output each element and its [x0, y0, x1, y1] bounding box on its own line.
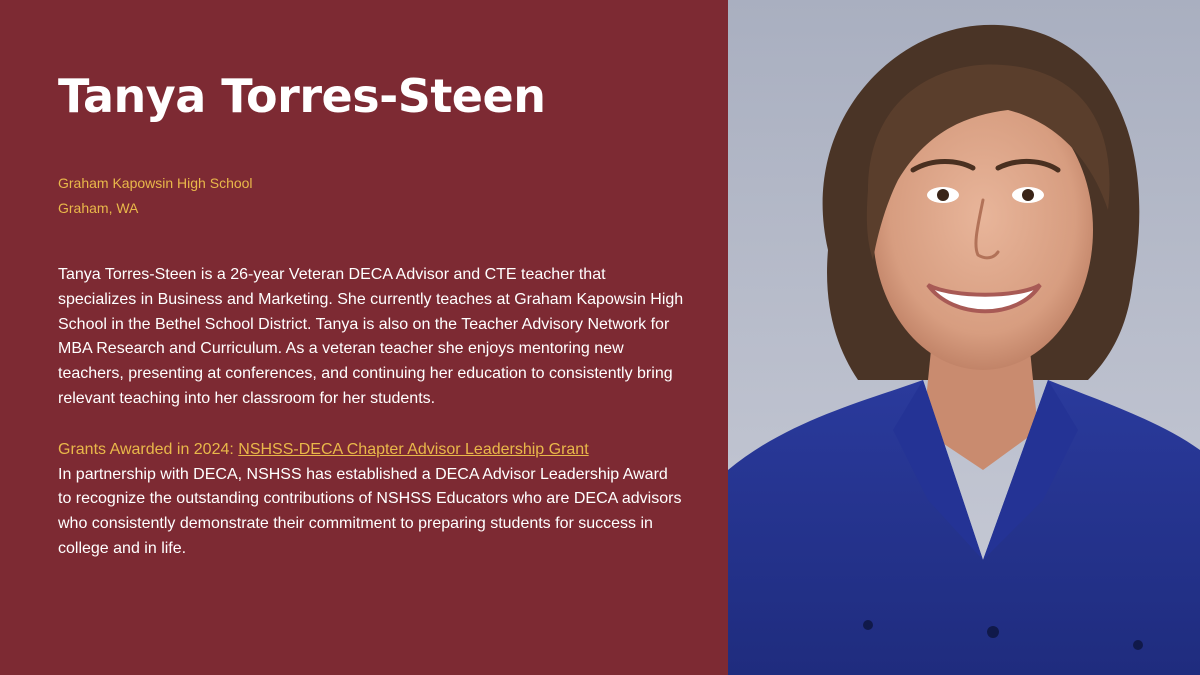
- profile-bio: Tanya Torres-Steen is a 26-year Veteran DECA Advisor and CTE teacher that specializes in Business and Marketing. She currently teaches at Graham Kapowsin High School in the Bethel School District. Tanya is also on the Teacher Advisory Network for MBA Research and Curriculum. As a veteran teacher she enjoys mentoring new teachers, presenting at conferences, and continuing her education to consistently bring relevant teaching into her classroom for her students.: [58, 266, 684, 407]
- grant-link[interactable]: NSHSS-DECA Chapter Advisor Leadership Grant: [238, 440, 589, 458]
- grant-heading: [58, 438, 684, 463]
- profile-name: Tanya Torres-Steen: [58, 69, 546, 123]
- grant-description: In partnership with DECA, NSHSS has established a DECA Advisor Leadership Award to recognize the outstanding contributions of NSHSS Educators who are DECA advisors who consistently demonstrate their commitment to preparing students for success in college and in life.: [58, 465, 682, 557]
- school-name: Graham Kapowsin High School: [58, 175, 253, 191]
- school-location: Graham, WA: [58, 200, 139, 216]
- portrait-illustration: [728, 0, 1200, 675]
- grant-prefix: Grants Awarded in 2024:: [58, 440, 239, 458]
- school-info: [58, 171, 684, 221]
- profile-photo: [728, 0, 1200, 675]
